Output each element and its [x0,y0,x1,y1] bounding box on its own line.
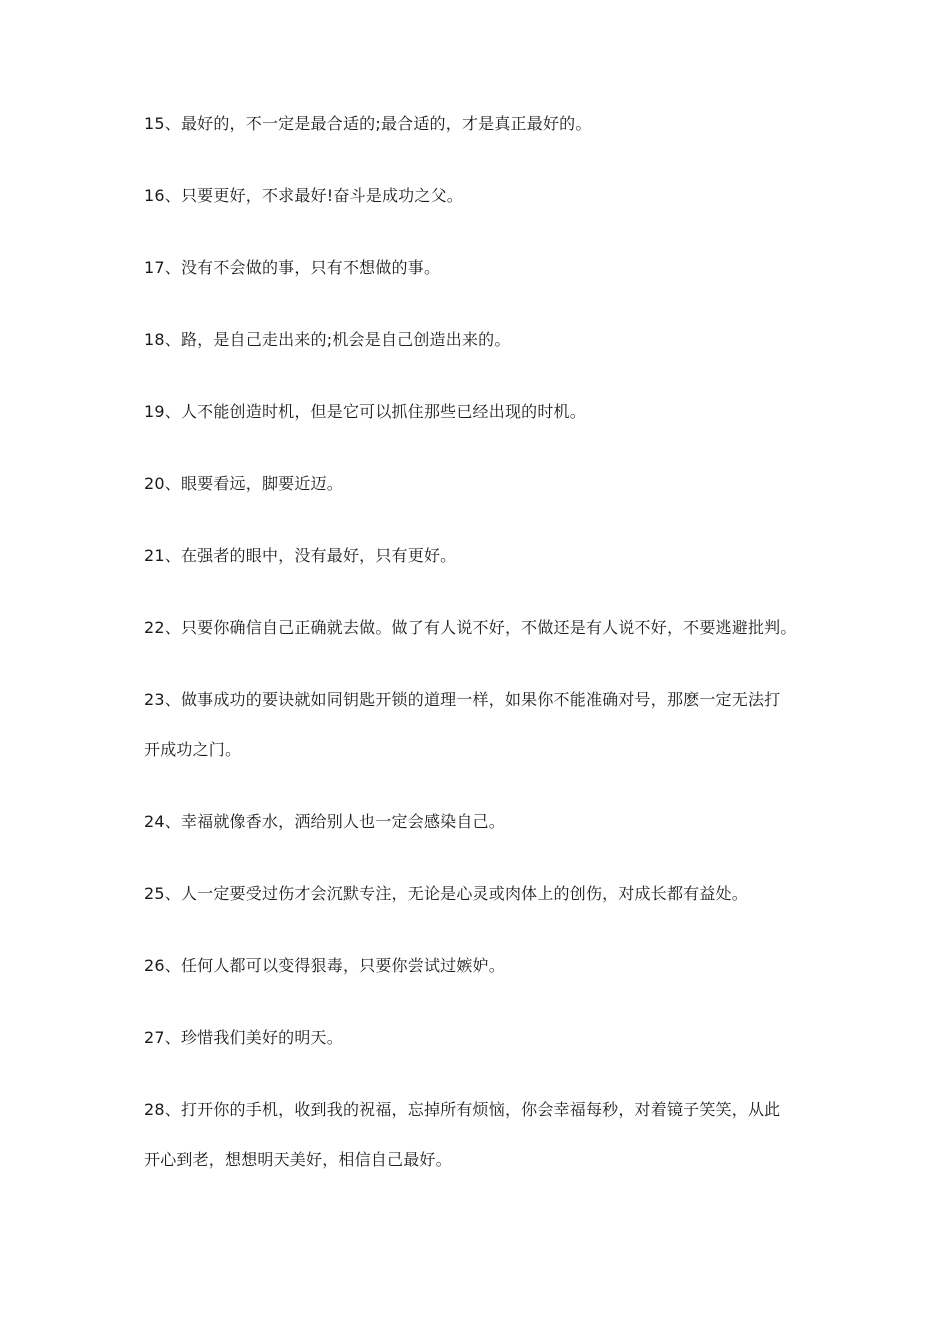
text-line: 25、人一定要受过伤才会沉默专注，无论是心灵或肉体上的创伤，对成长都有益处。 [144,884,748,903]
text-line: 24、幸福就像香水，洒给别人也一定会感染自己。 [144,812,505,831]
text-line: 27、珍惜我们美好的明天。 [144,1028,343,1047]
text-line: 21、在强者的眼中，没有最好，只有更好。 [144,546,457,565]
text-line: 26、任何人都可以变得狠毒，只要你尝试过嫉妒。 [144,956,505,975]
text-line: 15、最好的，不一定是最合适的;最合适的，才是真正最好的。 [144,114,592,133]
document-page [144,0,814,1344]
text-line: 开成功之门。 [144,740,242,759]
text-line: 23、做事成功的要诀就如同钥匙开锁的道理一样，如果你不能准确对号，那麽一定无法打 [144,690,781,709]
text-line: 16、只要更好，不求最好!奋斗是成功之父。 [144,186,463,205]
text-line: 22、只要你确信自己正确就去做。做了有人说不好，不做还是有人说不好，不要逃避批判。 [144,618,797,637]
text-line: 开心到老，想想明天美好，相信自己最好。 [144,1150,452,1169]
text-line: 17、没有不会做的事，只有不想做的事。 [144,258,441,277]
text-line: 18、路，是自己走出来的;机会是自己创造出来的。 [144,330,511,349]
text-line: 28、打开你的手机，收到我的祝福，忘掉所有烦恼，你会幸福每秒，对着镜子笑笑，从此 [144,1100,781,1119]
text-line: 19、人不能创造时机，但是它可以抓住那些已经出现的时机。 [144,402,586,421]
text-line: 20、眼要看远，脚要近迈。 [144,474,343,493]
